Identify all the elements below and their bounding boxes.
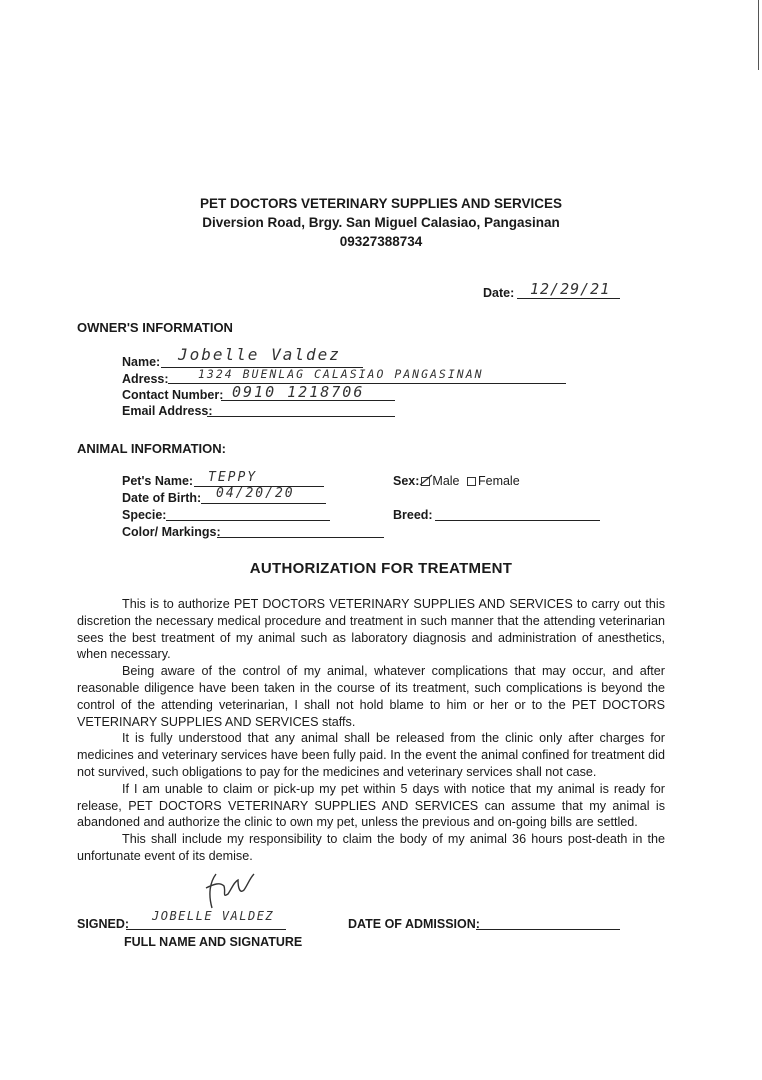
signed-label: SIGNED: <box>77 917 130 931</box>
authorization-paragraph-2: Being aware of the control of my animal, whatever complications that may occur, and after reasonable diligence have been taken in the course of its treatment, such complications is beyond the control of the attending veterinarian, I shall not hold blame to him or her or to the PET DOCTORS VETERINARY SUPPLIES AND SERVICES staffs. <box>77 664 665 729</box>
signed-name: JOBELLE VALDEZ <box>152 909 275 923</box>
breed-line <box>435 520 600 521</box>
signature-caption: FULL NAME AND SIGNATURE <box>124 935 303 949</box>
clinic-address: Diversion Road, Brgy. San Miguel Calasiao, Pangasinan <box>202 215 560 230</box>
admission-label: DATE OF ADMISSION: <box>348 917 480 931</box>
specie-label: Specie: <box>122 508 167 522</box>
pet-name-label: Pet's Name: <box>122 474 194 488</box>
authorization-paragraph-1: This is to authorize PET DOCTORS VETERINARY SUPPLIES AND SERVICES to carry out this discretion the necessary medical procedure and treatment in such manner that the attending veterinarian sees the best treatment of my animal such as laboratory diagnosis and administration of anesthetics, when necessary. <box>77 597 665 662</box>
owner-email-label: Email Address: <box>122 404 213 418</box>
date-value: 12/29/21 <box>530 280 611 298</box>
authorization-paragraph-5: This shall include my responsibility to claim the body of my animal 36 hours post-death in the unfortunate event of its demise. <box>77 832 665 863</box>
color-label: Color/ Markings: <box>122 525 221 539</box>
clinic-name: PET DOCTORS VETERINARY SUPPLIES AND SERVICES <box>199 196 563 211</box>
signed-line <box>126 929 286 930</box>
date-label: Date: <box>483 286 515 300</box>
owner-name-value: Jobelle Valdez <box>178 345 341 364</box>
sex-male-label: Male <box>432 474 460 488</box>
dob-line <box>201 503 326 504</box>
sex-field <box>393 474 520 488</box>
authorization-paragraph-4: If I am unable to claim or pick-up my pet within 5 days with notice that my animal is ready for release, PET DOCTORS VETERINARY SUPPLIES AND SERVICES can assume that my animal is abandoned and authorize the clinic to own my pet, unless the previous and on-going bills are settled. <box>77 781 665 830</box>
dob-label: Date of Birth: <box>122 491 202 505</box>
owner-email-line <box>207 416 395 417</box>
owner-contact-value: 0910 1218706 <box>232 383 365 401</box>
owner-address-line <box>168 383 566 384</box>
owner-address-label: Adress: <box>122 372 169 386</box>
scan-edge-mark <box>758 0 759 70</box>
authorization-body <box>77 596 665 865</box>
animal-section-title: ANIMAL INFORMATION: <box>77 441 226 456</box>
sex-female-label: Female <box>477 474 520 488</box>
sex-male-checkbox[interactable] <box>421 477 430 486</box>
breed-label: Breed: <box>393 508 433 522</box>
specie-line <box>166 520 330 521</box>
owner-name-label: Name: <box>122 355 161 369</box>
sex-female-checkbox[interactable] <box>467 477 476 486</box>
sex-label: Sex: <box>393 474 420 488</box>
pet-name-value: TEPPY <box>208 470 258 485</box>
authorization-title: AUTHORIZATION FOR TREATMENT <box>249 560 513 577</box>
owner-contact-label: Contact Number: <box>122 388 224 402</box>
clinic-phone: 09327388734 <box>339 234 423 249</box>
color-line <box>217 537 384 538</box>
admission-line <box>476 929 620 930</box>
date-line <box>517 298 620 299</box>
owner-address-value: 1324 BUENLAG CALASIAO PANGASINAN <box>198 367 484 381</box>
dob-value: 04/20/20 <box>216 486 295 501</box>
owner-section-title: OWNER'S INFORMATION <box>77 320 233 335</box>
authorization-paragraph-3: It is fully understood that any animal shall be released from the clinic only after charges for medicines and veterinary services have been fully paid. In the event the animal confined for treatment did not survived, such obligations to pay for the medicines and veterinary services shall not case. <box>77 731 665 779</box>
